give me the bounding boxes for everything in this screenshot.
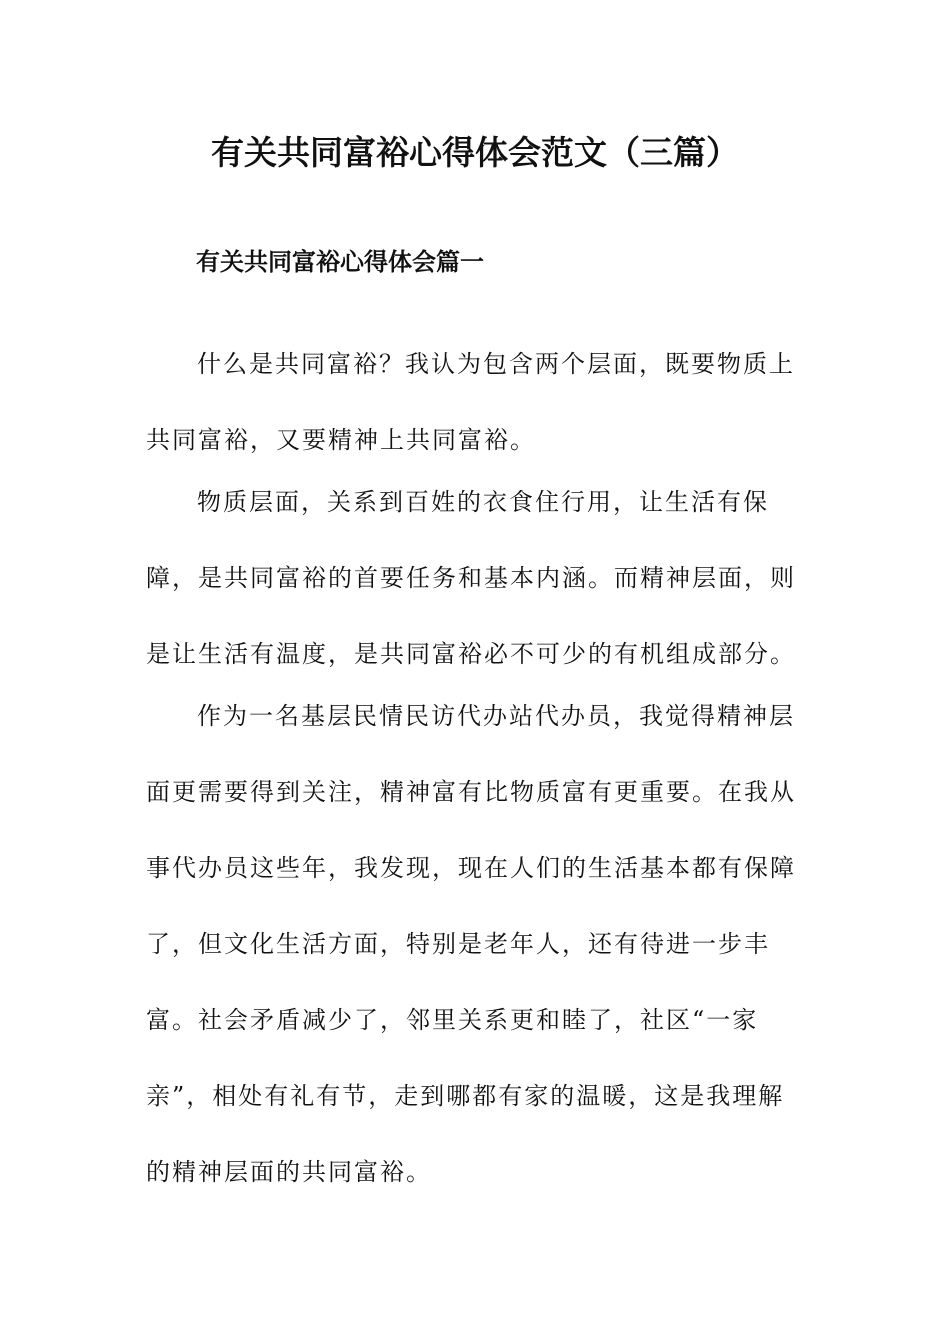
paragraph-line: 亲”，相处有礼有节，走到哪都有家的温暖，这是我理解 xyxy=(146,1082,785,1110)
paragraph-line: 事代办员这些年，我发现，现在人们的生活基本都有保障 xyxy=(146,854,796,882)
paragraph-line: 什么是共同富裕？我认为包含两个层面，既要物质上 xyxy=(197,350,795,378)
paragraph-line: 的精神层面的共同富裕。 xyxy=(146,1158,432,1186)
paragraph-line: 富。社会矛盾减少了，邻里关系更和睦了，社区“一家 xyxy=(146,1006,759,1034)
paragraph-line: 共同富裕，又要精神上共同富裕。 xyxy=(146,426,536,454)
paragraph-line: 面更需要得到关注，精神富有比物质富有更重要。在我从 xyxy=(146,778,796,806)
paragraph-line: 作为一名基层民情民访代办站代办员，我觉得精神层 xyxy=(197,702,795,730)
paragraph-2 xyxy=(146,464,796,692)
paragraph-1 xyxy=(146,326,795,478)
paragraph-line: 了，但文化生活方面，特别是老年人，还有待进一步丰 xyxy=(146,930,770,958)
section-heading: 有关共同富裕心得体会篇一 xyxy=(196,248,484,276)
document-title: 有关共同富裕心得体会范文（三篇） xyxy=(211,133,739,172)
paragraph-line: 是让生活有温度，是共同富裕必不可少的有机组成部分。 xyxy=(146,640,796,668)
paragraph-line: 物质层面，关系到百姓的衣食住行用，让生活有保 xyxy=(197,488,769,516)
paragraph-line: 障，是共同富裕的首要任务和基本内涵。而精神层面，则 xyxy=(146,564,796,592)
paragraph-3 xyxy=(146,678,796,1210)
